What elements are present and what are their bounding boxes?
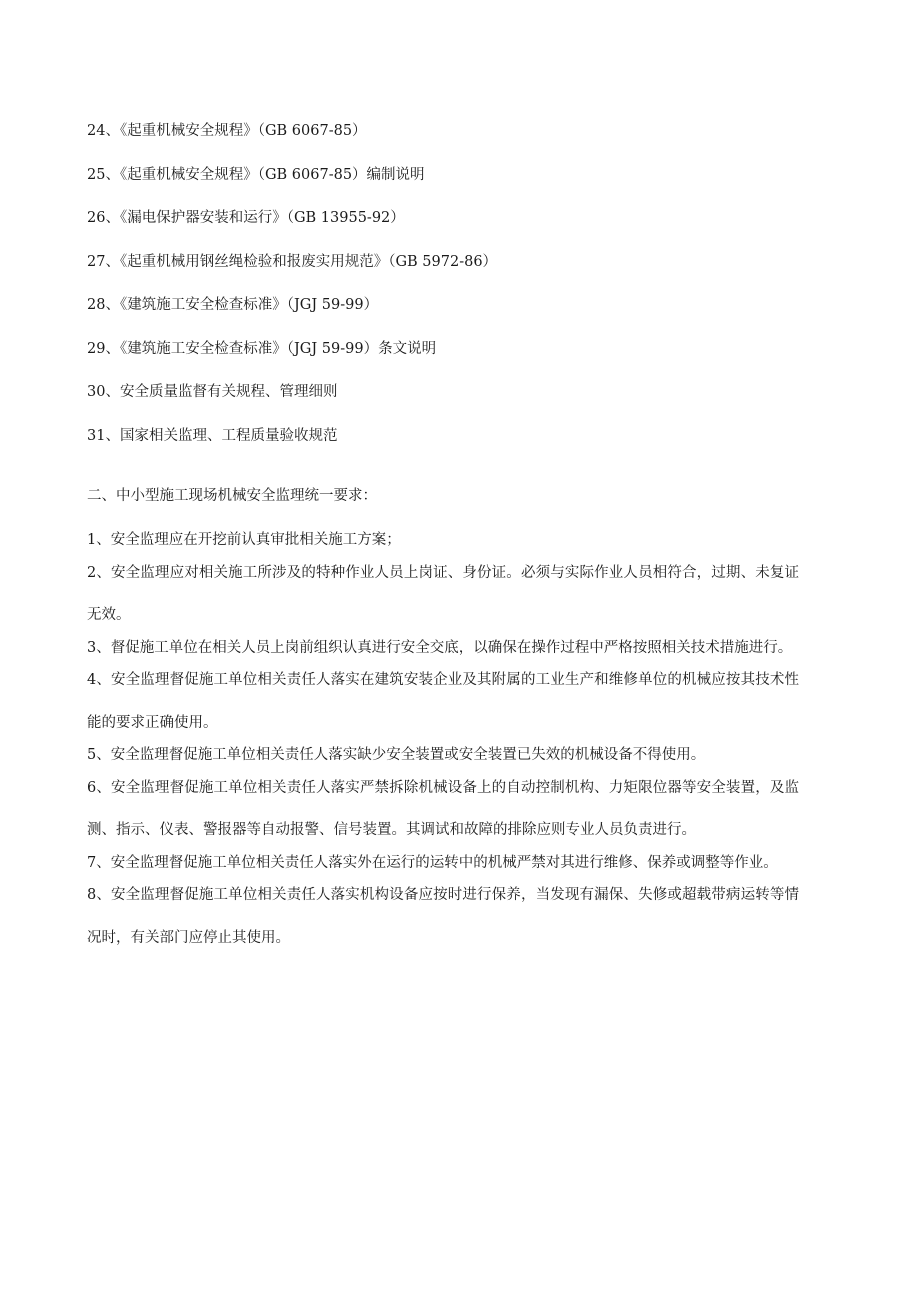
reference-item: 30、安全质量监督有关规程、管理细则 bbox=[87, 384, 338, 400]
requirement-item: 6、安全监理督促施工单位相关责任人落实严禁拆除机械设备上的自动控制机构、力矩限位器等安全装置，及监测、指示、仪表、警报器等自动报警、信号装置。其调试和故障的排除应则专业人员负责进行。 bbox=[87, 779, 799, 838]
reference-item: 31、国家相关监理、工程质量验收规范 bbox=[87, 427, 338, 444]
reference-item: 28、《建筑施工安全检查标准》（JGJ 59-99） bbox=[87, 297, 379, 313]
requirement-item: 8、安全监理督促施工单位相关责任人落实机构设备应按时进行保养，当发现有漏保、失修或超载带病运转等情况时，有关部门应停止其使用。 bbox=[87, 887, 799, 946]
section-heading: 二、中小型施工现场机械安全监理统一要求： bbox=[87, 488, 377, 504]
requirement-item: 3、督促施工单位在相关人员上岗前组织认真进行安全交底，以确保在操作过程中严格按照相关技术措施进行。 bbox=[87, 639, 793, 656]
requirement-item: 7、安全监理督促施工单位相关责任人落实外在运行的运转中的机械严禁对其进行维修、保养或调整等作业。 bbox=[87, 854, 778, 871]
reference-item: 24、《起重机械安全规程》（GB 6067-85） bbox=[87, 123, 367, 139]
reference-list bbox=[87, 121, 847, 469]
reference-item: 29、《建筑施工安全检查标准》（JGJ 59-99）条文说明 bbox=[87, 340, 437, 357]
requirement-item: 4、安全监理督促施工单位相关责任人落实在建筑安装企业及其附属的工业生产和维修单位的机械应按其技术性能的要求正确使用。 bbox=[87, 672, 799, 731]
requirement-item: 1、安全监理应在开挖前认真审批相关施工方案； bbox=[87, 532, 401, 548]
reference-item: 26、《漏电保护器安装和运行》（GB 13955-92） bbox=[87, 210, 405, 226]
reference-item: 25、《起重机械安全规程》（GB 6067-85）编制说明 bbox=[87, 166, 425, 183]
requirements-section bbox=[87, 486, 799, 959]
requirement-item: 5、安全监理督促施工单位相关责任人落实缺少安全装置或安全装置已失效的机械设备不得使用。 bbox=[87, 747, 706, 763]
reference-item: 27、《起重机械用钢丝绳检验和报废实用规范》（GB 5972-86） bbox=[87, 253, 498, 270]
requirement-item: 2、安全监理应对相关施工所涉及的特种作业人员上岗证、身份证。必须与实际作业人员相符合，过期、未复证无效。 bbox=[87, 564, 799, 623]
